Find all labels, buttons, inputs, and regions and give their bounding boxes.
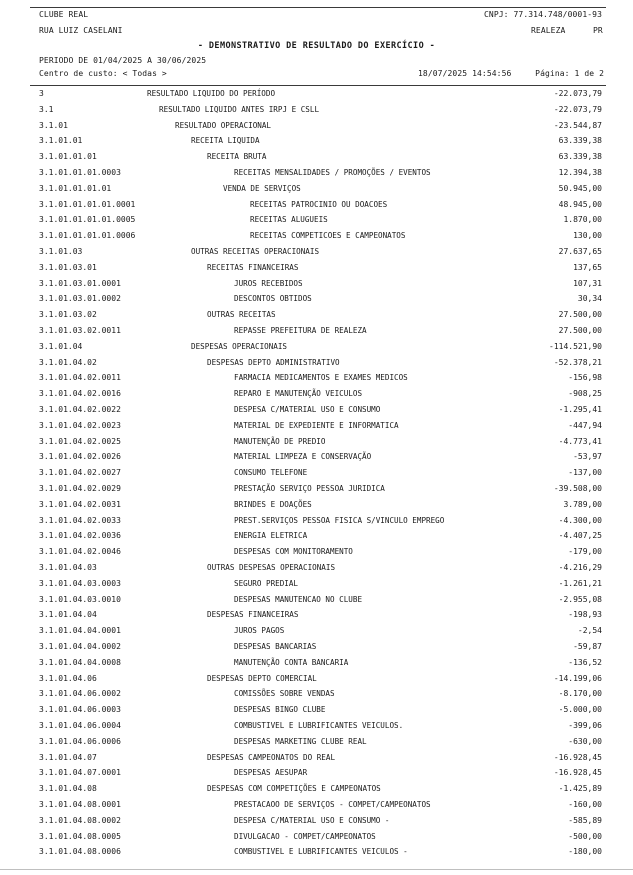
account-code: 3.1.01.04.02.0011 [39, 373, 121, 383]
account-description: RECEITAS FINANCEIRAS [207, 262, 299, 272]
table-row [0, 797, 633, 813]
account-code: 3.1.01.04.02.0046 [39, 547, 121, 557]
account-description: COMISSÕES SOBRE VENDAS [234, 689, 335, 699]
table-row [0, 765, 633, 781]
account-code: 3.1.01.03.02 [39, 310, 97, 320]
table-row [0, 149, 633, 165]
account-code: 3.1.01.04.06.0004 [39, 721, 121, 730]
account-description: DESPESAS COM MONITORAMENTO [234, 547, 353, 557]
account-value: -447,94 [568, 420, 602, 430]
account-code: 3.1.01.04.02.0036 [39, 531, 121, 541]
account-value: 63.339,38 [558, 152, 602, 162]
table-row [0, 702, 633, 718]
account-value: -23.544,87 [553, 120, 602, 130]
account-code: 3.1.01.04.06.0006 [39, 736, 121, 746]
account-value: -136,52 [568, 657, 602, 667]
account-description: DESPESAS DEPTO ADMINISTRATIVO [207, 357, 340, 367]
account-description: JUROS PAGOS [234, 626, 285, 636]
account-description: VENDA DE SERVIÇOS [223, 183, 301, 193]
account-description: CONSUMO TELEFONE [234, 468, 308, 478]
account-code: 3.1.01.01.01.01 [39, 183, 112, 193]
account-value: 48.945,00 [558, 199, 602, 209]
account-code: 3.1.01.04.06.0002 [39, 689, 121, 699]
account-description: RECEITAS PATROCINIO OU DOACOES [250, 199, 388, 209]
account-value: -2,54 [577, 626, 602, 636]
table-row [0, 244, 633, 260]
account-value: -2.955,08 [558, 594, 602, 604]
company-city: REALEZA [531, 26, 566, 35]
account-code: 3.1.01.04.04.0008 [39, 657, 121, 667]
report-title: - DEMONSTRATIVO DE RESULTADO DO EXERCÍCIO - [197, 41, 436, 51]
account-value: 130,00 [573, 231, 602, 241]
account-value: -1.261,21 [558, 578, 602, 588]
account-description: REPASSE PREFEITURA DE REALEZA [234, 326, 367, 335]
account-description: DESPESA C/MATERIAL USO E CONSUMO [234, 405, 381, 414]
table-row [0, 655, 633, 671]
table-row [0, 212, 633, 228]
account-description: DESPESAS AESUPAR [234, 768, 308, 778]
account-code: 3.1.01.04.02.0016 [39, 389, 121, 399]
account-value: 50.945,00 [558, 183, 602, 193]
account-value: -22.073,79 [553, 89, 602, 98]
table-row [0, 102, 633, 118]
account-value: 137,65 [573, 262, 602, 272]
account-description: RECEITAS ALUGUEIS [250, 215, 328, 225]
table-row [0, 576, 633, 592]
account-value: -585,89 [568, 815, 602, 825]
table-row [0, 291, 633, 307]
table-row [0, 276, 633, 292]
page-indicator: Página: 1 de 2 [535, 69, 604, 78]
account-code: 3.1.01.01.01.01.0006 [39, 231, 136, 241]
account-description: MATERIAL DE EXPEDIENTE E INFORMATICA [234, 420, 399, 430]
table-row [0, 386, 633, 402]
account-description: SEGURO PREDIAL [234, 578, 299, 588]
table-row [0, 402, 633, 418]
account-code: 3.1.01.04.02.0027 [39, 468, 121, 478]
table-row [0, 355, 633, 371]
account-description: JUROS RECEBIDOS [234, 278, 303, 288]
account-description: DESPESAS FINANCEIRAS [207, 610, 299, 620]
table-row [0, 623, 633, 639]
account-code: 3.1.01.04.02.0026 [39, 452, 121, 462]
account-code: 3.1.01.04.08.0002 [39, 815, 121, 825]
account-code: 3.1.01.03 [39, 247, 83, 256]
account-code: 3.1.01.04.02 [39, 357, 97, 367]
account-description: RESULTADO LIQUIDO ANTES IRPJ E CSLL [159, 104, 320, 114]
account-value: -198,93 [568, 610, 602, 620]
account-code: 3.1.01.04.06 [39, 673, 97, 683]
table-row [0, 734, 633, 750]
account-code: 3.1.01.04.02.0025 [39, 436, 121, 446]
account-description: DESPESAS MARKETING CLUBE REAL [234, 736, 367, 746]
account-code: 3.1.01.04.03.0010 [39, 594, 121, 604]
table-row [0, 165, 633, 181]
table-row [0, 449, 633, 465]
table-row [0, 197, 633, 213]
account-description: REPARO E MANUTENÇÃO VEICULOS [234, 389, 363, 399]
account-value: -4.300,00 [558, 515, 602, 525]
account-code: 3.1.01.04.08.0006 [39, 847, 121, 857]
table-row [0, 370, 633, 386]
account-description: DESPESAS MANUTENCAO NO CLUBE [234, 594, 363, 604]
account-code: 3.1.01.04.02.0023 [39, 420, 121, 430]
table-row [0, 133, 633, 149]
table-row [0, 592, 633, 608]
cost-center: Centro de custo: < Todas > [39, 69, 167, 78]
table-row [0, 718, 633, 734]
table-row [0, 118, 633, 134]
account-description: RECEITAS MENSALIDADES / PROMOÇÕES / EVENTOS [234, 168, 431, 177]
account-value: -8.170,00 [558, 689, 602, 699]
account-code: 3.1.01.01.01.0003 [39, 168, 121, 177]
account-value: -399,06 [568, 721, 602, 730]
account-value: -5.000,00 [558, 705, 602, 715]
account-value: 27.500,00 [558, 310, 602, 320]
account-code: 3 [39, 89, 44, 98]
account-description: RESULTADO OPERACIONAL [175, 120, 272, 130]
account-code: 3.1.01.04.03 [39, 563, 97, 572]
account-code: 3.1.01.04.02.0029 [39, 484, 121, 493]
account-value: -22.073,79 [553, 104, 602, 114]
account-description: DESPESAS CAMPEONATOS DO REAL [207, 752, 336, 762]
account-description: PRESTAÇÃO SERVIÇO PESSOA JURIDICA [234, 484, 385, 493]
account-value: -160,00 [568, 800, 602, 809]
account-value: -16.928,45 [553, 752, 602, 762]
table-row [0, 418, 633, 434]
account-description: RECEITA BRUTA [207, 152, 267, 162]
account-description: ENERGIA ELETRICA [234, 531, 308, 541]
table-row [0, 307, 633, 323]
table-row [0, 497, 633, 513]
account-code: 3.1.01.04.02.0031 [39, 499, 121, 509]
account-code: 3.1.01.03.01.0002 [39, 294, 121, 304]
company-name: CLUBE REAL [39, 10, 89, 19]
report-datetime: 18/07/2025 14:54:56 [418, 69, 512, 78]
account-value: -137,00 [568, 468, 602, 478]
account-description: OUTRAS RECEITAS [207, 310, 276, 320]
account-description: RECEITAS COMPETICOES E CAMPEONATOS [250, 231, 406, 241]
account-value: -1.425,89 [558, 784, 602, 794]
table-row [0, 829, 633, 845]
account-code: 3.1.01.04.07 [39, 752, 97, 762]
account-description: DESPESA C/MATERIAL USO E CONSUMO - [234, 815, 390, 825]
table-row [0, 544, 633, 560]
account-value: 27.637,65 [558, 247, 602, 256]
account-value: -53,97 [573, 452, 602, 462]
account-code: 3.1 [39, 104, 54, 114]
company-cnpj: CNPJ: 77.314.748/0001-93 [484, 10, 602, 19]
account-description: DIVULGACAO - COMPET/CAMPEONATOS [234, 831, 376, 841]
account-value: -59,87 [573, 642, 602, 651]
account-value: -156,98 [568, 373, 602, 383]
table-row [0, 260, 633, 276]
table-row [0, 181, 633, 197]
bottom-rule [0, 869, 633, 870]
account-value: 1.870,00 [563, 215, 602, 225]
account-description: PRESTACAOO DE SERVIÇOS - COMPET/CAMPEONATOS [234, 800, 431, 809]
account-description: MANUTENÇÃO CONTA BANCARIA [234, 657, 349, 667]
table-row [0, 844, 633, 860]
account-value: 27.500,00 [558, 326, 602, 335]
account-description: OUTRAS RECEITAS OPERACIONAIS [191, 247, 320, 256]
table-row [0, 607, 633, 623]
account-value: -39.508,00 [553, 484, 602, 493]
table-row [0, 528, 633, 544]
account-code: 3.1.01.04.04.0001 [39, 626, 121, 636]
account-description: DESPESAS BINGO CLUBE [234, 705, 326, 715]
account-code: 3.1.01.04.06.0003 [39, 705, 121, 715]
account-code: 3.1.01.04 [39, 341, 83, 351]
table-row [0, 434, 633, 450]
account-code: 3.1.01.01.01.01.0005 [39, 215, 136, 225]
table-row [0, 339, 633, 355]
company-state: PR [593, 26, 603, 35]
table-row [0, 481, 633, 497]
table-row [0, 228, 633, 244]
table-row [0, 813, 633, 829]
account-value: -908,25 [568, 389, 602, 399]
table-row [0, 639, 633, 655]
account-description: DESPESAS BANCARIAS [234, 642, 317, 651]
account-code: 3.1.01.03.01.0001 [39, 278, 121, 288]
account-description: DESPESAS COM COMPETIÇÕES E CAMPEONATOS [207, 784, 381, 794]
account-code: 3.1.01.03.02.0011 [39, 326, 121, 335]
account-code: 3.1.01.01.01 [39, 152, 97, 162]
account-value: -4.407,25 [558, 531, 602, 541]
account-description: COMBUSTIVEL E LUBRIFICANTES VEICULOS - [234, 847, 408, 857]
account-value: 12.394,38 [558, 168, 602, 177]
account-value: -52.378,21 [553, 357, 602, 367]
account-description: MANUTENÇÃO DE PREDIO [234, 436, 326, 446]
account-description: RESULTADO LIQUIDO DO PERÍODO [147, 89, 276, 98]
table-row [0, 465, 633, 481]
account-code: 3.1.01.04.08.0001 [39, 800, 121, 809]
account-code: 3.1.01.04.08 [39, 784, 97, 794]
account-description: FARMACIA MEDICAMENTOS E EXAMES MEDICOS [234, 373, 408, 383]
account-description: MATERIAL LIMPEZA E CONSERVAÇÃO [234, 452, 372, 462]
table-row [0, 781, 633, 797]
table-row [0, 86, 633, 102]
account-value: -4.216,29 [558, 563, 602, 572]
account-code: 3.1.01.04.02.0022 [39, 405, 121, 414]
account-code: 3.1.01 [39, 120, 68, 130]
account-value: -14.199,06 [553, 673, 602, 683]
top-rule [30, 7, 606, 8]
account-value: -1.295,41 [558, 405, 602, 414]
account-code: 3.1.01.01.01.01.0001 [39, 199, 136, 209]
report-period: PERIODO DE 01/04/2025 A 30/06/2025 [39, 56, 207, 65]
account-code: 3.1.01.04.03.0003 [39, 578, 121, 588]
account-description: DESCONTOS OBTIDOS [234, 294, 312, 304]
account-code: 3.1.01.04.07.0001 [39, 768, 121, 778]
account-description: BRINDES E DOAÇÕES [234, 499, 312, 509]
table-row [0, 323, 633, 339]
account-value: 63.339,38 [558, 136, 602, 146]
account-value: -16.928,45 [553, 768, 602, 778]
account-value: -4.773,41 [558, 436, 602, 446]
account-value: -114.521,90 [549, 341, 602, 351]
account-value: 107,31 [573, 278, 602, 288]
account-value: -179,00 [568, 547, 602, 557]
account-code: 3.1.01.04.08.0005 [39, 831, 121, 841]
account-description: PREST.SERVIÇOS PESSOA FISICA S/VINCULO EMPREGO [234, 515, 445, 525]
table-row [0, 750, 633, 766]
table-row [0, 560, 633, 576]
table-row [0, 686, 633, 702]
account-code: 3.1.01.01 [39, 136, 83, 146]
account-code: 3.1.01.04.02.0033 [39, 515, 121, 525]
account-description: DESPESAS DEPTO COMERCIAL [207, 673, 317, 683]
account-description: COMBUSTIVEL E LUBRIFICANTES VEICULOS. [234, 721, 404, 730]
account-value: -630,00 [568, 736, 602, 746]
table-row [0, 513, 633, 529]
account-value: 30,34 [577, 294, 602, 304]
account-description: DESPESAS OPERACIONAIS [191, 341, 288, 351]
account-value: 3.789,00 [563, 499, 602, 509]
company-address: RUA LUIZ CASELANI [39, 26, 123, 35]
account-value: -500,00 [568, 831, 602, 841]
account-description: RECEITA LIQUIDA [191, 136, 260, 146]
account-code: 3.1.01.04.04.0002 [39, 642, 121, 651]
account-code: 3.1.01.03.01 [39, 262, 97, 272]
account-code: 3.1.01.04.04 [39, 610, 97, 620]
account-description: OUTRAS DESPESAS OPERACIONAIS [207, 563, 336, 572]
account-value: -180,00 [568, 847, 602, 857]
table-row [0, 671, 633, 687]
